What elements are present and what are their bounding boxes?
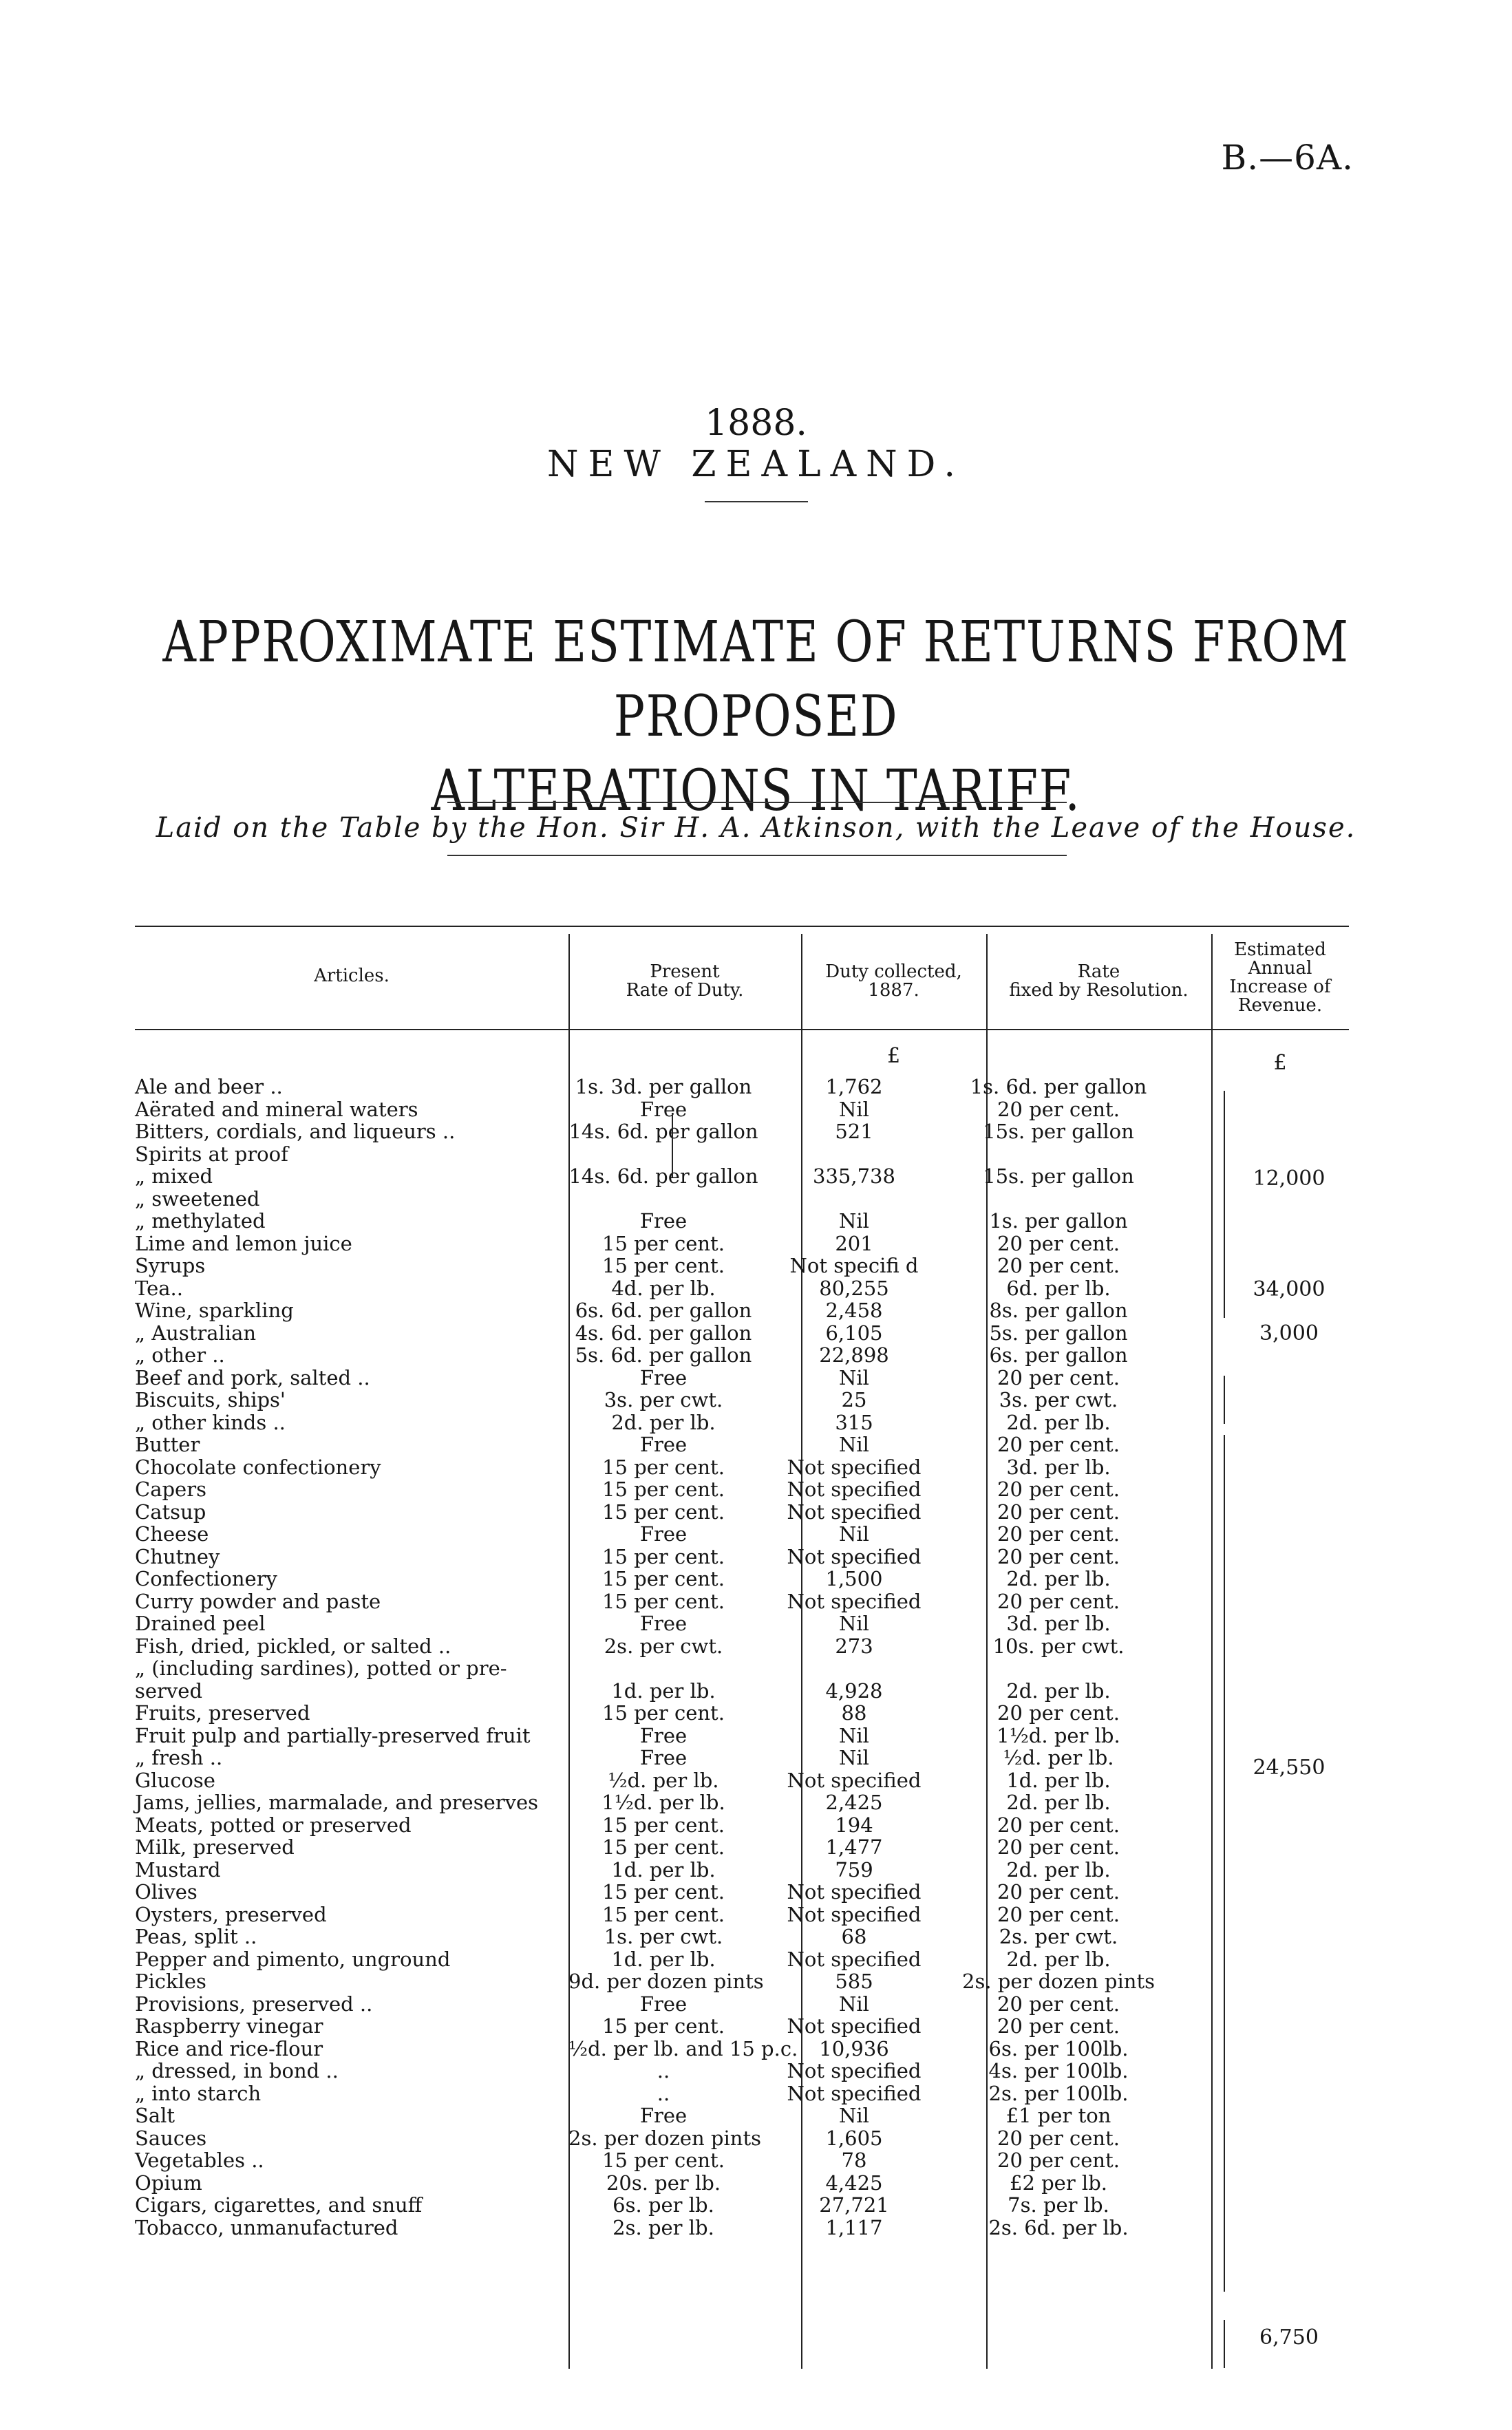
table-row [135,1814,1349,1836]
table-row [135,1210,1349,1232]
article-cell: Peas, split .. [135,1925,257,1948]
present-rate-cell: Free [639,1612,688,1635]
article-cell: Fruits, preserved [135,1701,310,1725]
present-rate-cell: 2s. per cwt. [604,1634,723,1658]
present-rate-cell: 1d. per lb. [611,1678,716,1703]
article-cell: Aërated and mineral waters [135,1097,418,1121]
article-cell: Capers [135,1478,206,1501]
article-cell: „ into starch [135,2081,262,2105]
present-rate-cell: 20s. per lb. [606,2171,721,2195]
rate-fixed-cell: 10s. per cwt. [992,1634,1125,1658]
present-rate-cell: 15 per cent. [602,1813,725,1837]
present-rate-cell: 15 per cent. [602,1880,725,1904]
article-cell: „ Australian [135,1321,257,1345]
duty-collected-cell: 201 [835,1231,873,1255]
table-row [135,1411,1349,1434]
present-rate-cell: Free [639,1097,688,1121]
present-rate-cell: .. [657,2059,670,2082]
present-rate-cell: 14s. 6d. per gallon [568,1120,758,1143]
article-cell: Biscuits, ships' [135,1388,286,1411]
duty-collected-cell: 68 [841,1925,867,1948]
article-cell: „ other kinds .. [135,1410,286,1434]
rate-fixed-cell: 3s. per cwt. [999,1388,1118,1411]
duty-collected-cell: Nil [839,2104,869,2127]
present-rate-cell: 2s. per lb. [613,2215,714,2239]
table-row [135,1143,1349,1165]
duty-collected-cell: 1,762 [825,1075,883,1098]
title-line-1: APPROXIMATE ESTIMATE OF RETURNS FROM PROPOSED [162,610,1350,749]
bracket-group-2 [1224,1376,1235,1424]
document-country: NEW ZEALAND. [546,444,966,485]
table-row [135,2217,1349,2239]
present-rate-cell: 15 per cent. [602,1231,725,1255]
table-row [135,2194,1349,2216]
article-cell: Cigars, cigarettes, and snuff [135,2193,423,2217]
duty-collected-cell: 88 [841,1701,867,1725]
article-cell: „ dressed, in bond .. [135,2059,339,2082]
estimate-value: 6,750 [1259,2325,1319,2349]
divider [447,802,1067,803]
present-rate-cell: 15 per cent. [602,1567,725,1590]
present-rate-cell: 15 per cent. [602,1500,725,1524]
article-cell: Salt [135,2104,175,2127]
estimate-row [135,1168,1349,1190]
duty-collected-cell: 759 [835,1857,873,1882]
duty-collected-cell: Nil [839,1746,869,1769]
present-rate-cell: Free [639,1522,688,1546]
rate-fixed-cell: 2d. per lb. [1006,1567,1111,1590]
duty-collected-cell: 78 [841,2149,867,2172]
table-row [135,1434,1349,1456]
present-rate-cell: Free [639,1746,688,1769]
table-row [135,1590,1349,1612]
present-rate-cell: 9d. per dozen pints [568,1970,764,1993]
table-row [135,1568,1349,1590]
article-cell: „ other .. [135,1343,225,1367]
article-cell: Curry powder and paste [135,1589,381,1613]
estimate-value: 34,000 [1253,1277,1325,1301]
article-cell: Syrups [135,1254,206,1277]
header-rate-fixed-line: fixed by Resolution. [1009,980,1189,1001]
table-row [135,1702,1349,1724]
present-rate-cell: 2d. per lb. [611,1410,716,1434]
divider [447,855,1067,856]
table-row [135,1233,1349,1255]
article-cell: Pickles [135,1970,206,1993]
duty-collected-cell: 22,898 [819,1343,889,1367]
article-cell: „ (including sardines), potted or pre- [135,1656,507,1680]
present-rate-cell: 15 per cent. [602,1701,725,1725]
table-row [135,2060,1349,2082]
table-header-rule [135,1029,1349,1030]
article-cell: Sauces [135,2126,207,2150]
table-row [135,1076,1349,1098]
duty-collected-cell: Not specified [787,1880,922,1904]
duty-collected-cell: 1,500 [825,1567,883,1590]
duty-collected-cell: Not specified [787,1902,922,1926]
present-rate-cell: Free [639,2104,688,2127]
duty-collected-cell: Not specified [787,1544,922,1568]
present-rate-cell: .. [657,2081,670,2105]
table-row [135,1635,1349,1657]
duty-collected-cell: 2,458 [825,1299,883,1322]
header-rate-fixed-line: Rate [1077,961,1120,982]
duty-collected-cell: 194 [835,1813,873,1837]
duty-collected-cell: 10,936 [819,2036,889,2060]
rate-fixed-cell: 20 per cent. [997,1433,1120,1456]
duty-collected-cell: Nil [839,1992,869,2016]
rate-fixed-cell: 4s. per 100lb. [988,2059,1129,2082]
table-top-rule [135,926,1349,927]
header-present-rate-line: Rate of Duty. [626,980,744,1001]
table-row [135,1859,1349,1881]
article-cell: Oysters, preserved [135,1902,327,1926]
table-row [135,1255,1349,1277]
table-row [135,1367,1349,1389]
duty-collected-cell: Not specifi d [789,1254,919,1277]
article-cell: „ fresh .. [135,1746,223,1769]
header-estimated-line: Revenue. [1237,995,1323,1016]
duty-collected-cell: 1,477 [825,1835,883,1859]
present-rate-cell: 2s. per dozen pints [568,2126,761,2150]
header-present-rate [568,963,801,1000]
table-row [135,1120,1349,1142]
article-cell: Milk, preserved [135,1835,295,1859]
present-rate-cell: 15 per cent. [602,2149,725,2172]
rate-fixed-cell: 5s. per gallon [989,1321,1128,1345]
rate-fixed-cell: 20 per cent. [997,1880,1120,1904]
present-rate-cell: 15 per cent. [602,1455,725,1479]
present-rate-cell: ½d. per lb. and 15 p.c. [568,2036,798,2060]
article-cell: „ mixed [135,1164,213,1188]
duty-collected-cell: 6,105 [825,1321,883,1345]
article-cell: Glucose [135,1768,215,1792]
table-row [135,2172,1349,2194]
article-cell: Wine, sparkling [135,1299,294,1322]
duty-collected-cell: Not specified [787,1947,922,1971]
rate-fixed-cell: 20 per cent. [997,1902,1120,1926]
table-row [135,1926,1349,1948]
rate-fixed-cell: 20 per cent. [997,1589,1120,1613]
article-cell: Lime and lemon juice [135,1231,352,1255]
rate-fixed-cell: ½d. per lb. [1003,1746,1114,1769]
duty-collected-cell: Nil [839,1612,869,1635]
duty-collected-cell: Not specified [787,1589,922,1613]
estimate-value: 3,000 [1259,1321,1319,1345]
table-row [135,1657,1349,1679]
table-row [135,1993,1349,2015]
article-cell: served [135,1678,203,1703]
title-line-2: ALTERATIONS IN TARIFF. [431,758,1081,824]
duty-collected-cell: Not specified [787,1500,922,1524]
rate-fixed-cell: 20 per cent. [997,2126,1120,2150]
estimate-value: 24,550 [1253,1756,1325,1780]
rate-fixed-cell: 15s. per gallon [983,1164,1134,1188]
rate-fixed-cell: 20 per cent. [997,1478,1120,1501]
article-cell: Beef and pork, salted .. [135,1365,370,1389]
rate-fixed-cell: 20 per cent. [997,1254,1120,1277]
article-cell: Spirits at proof [135,1142,288,1166]
table-row [135,1881,1349,1903]
present-rate-cell: 1s. per cwt. [604,1925,723,1948]
table-row [135,1725,1349,1747]
present-rate-cell: 1s. 3d. per gallon [575,1075,752,1098]
present-rate-cell: Free [639,1992,688,2016]
table-row [135,1791,1349,1813]
rate-fixed-cell: 2s. per 100lb. [988,2081,1129,2105]
rate-fixed-cell: 20 per cent. [997,2149,1120,2172]
table-row [135,1456,1349,1478]
rate-fixed-cell: 20 per cent. [997,1522,1120,1546]
table-row [135,2127,1349,2149]
rate-fixed-cell: 6s. per gallon [989,1343,1128,1367]
estimate-row [135,1757,1349,1779]
article-cell: Pepper and pimento, unground [135,1947,451,1971]
present-rate-cell: 14s. 6d. per gallon [568,1164,758,1188]
header-duty-collected-line: Duty collected, [825,961,962,982]
rate-fixed-cell: £2 per lb. [1010,2171,1107,2195]
duty-collected-cell: Nil [839,1522,869,1546]
duty-collected-cell: 521 [835,1120,873,1143]
header-estimated-increase [1211,941,1349,1015]
duty-collected-cell: Nil [839,1723,869,1747]
table-row [135,1970,1349,1992]
rate-fixed-cell: 3d. per lb. [1006,1612,1111,1635]
rate-fixed-cell: 2d. per lb. [1006,1791,1111,1814]
article-cell: Tobacco, unmanufactured [135,2215,398,2239]
duty-collected-cell: 273 [835,1634,873,1658]
present-rate-cell: 15 per cent. [602,1478,725,1501]
table-row [135,2015,1349,2037]
present-rate-cell: 15 per cent. [602,1835,725,1859]
article-cell: Opium [135,2171,202,2195]
present-rate-cell: 15 per cent. [602,1544,725,1568]
table-row [135,1948,1349,1970]
article-cell: Chutney [135,1544,220,1568]
present-rate-cell: 3s. per cwt. [604,1388,723,1411]
duty-collected-cell: 315 [835,1410,873,1434]
article-cell: Butter [135,1433,200,1456]
rate-fixed-cell: 6s. per 100lb. [988,2036,1129,2060]
table-row [135,2082,1349,2104]
article-cell: „ methylated [135,1209,266,1233]
present-rate-cell: 15 per cent. [602,1254,725,1277]
rate-fixed-cell: 2d. per lb. [1006,1410,1111,1434]
duty-collected-cell: 4,928 [825,1678,883,1703]
duty-collected-cell: Not specified [787,2081,922,2105]
divider [705,501,808,502]
table-row [135,1523,1349,1545]
rate-fixed-cell: 2d. per lb. [1006,1678,1111,1703]
header-present-rate-line: Present [650,961,720,982]
article-cell: Confectionery [135,1567,277,1590]
table-row [135,2149,1349,2171]
duty-unit: £ [886,1044,901,1068]
rate-fixed-cell: 20 per cent. [997,1500,1120,1524]
rate-fixed-cell: 6d. per lb. [1006,1276,1111,1300]
article-cell: Rice and rice-flour [135,2036,323,2060]
present-rate-cell: Free [639,1723,688,1747]
article-cell: Bitters, cordials, and liqueurs .. [135,1120,456,1143]
laid-on-table-note: Laid on the Table by the Hon. Sir H. A. Atkinson, with the Leave of the House. [156,812,1356,844]
duty-collected-cell: Nil [839,1433,869,1456]
rate-fixed-cell: 1s. 6d. per gallon [970,1075,1147,1098]
rate-fixed-cell: 20 per cent. [997,1992,1120,2016]
rate-fixed-cell: 2d. per lb. [1006,1857,1111,1882]
article-cell: Catsup [135,1500,206,1524]
present-rate-cell: 15 per cent. [602,1902,725,1926]
header-duty-collected-line: 1887. [868,980,919,1001]
table-row [135,1188,1349,1210]
rate-fixed-cell: 2s. 6d. per lb. [988,2215,1129,2239]
rate-fixed-cell: 1½d. per lb. [997,1723,1120,1747]
article-cell: Fruit pulp and partially-preserved fruit [135,1723,531,1747]
rate-fixed-cell: 8s. per gallon [989,1299,1128,1322]
duty-collected-cell: 25 [841,1388,867,1411]
present-rate-cell: 6s. per lb. [613,2193,714,2217]
article-cell: Chocolate confectionery [135,1455,381,1479]
present-rate-cell: 15 per cent. [602,1589,725,1613]
rate-fixed-cell: 2d. per lb. [1006,1947,1111,1971]
duty-collected-cell: 80,255 [819,1276,889,1300]
table-row [135,1680,1349,1702]
article-cell: Meats, potted or preserved [135,1813,412,1837]
document-year: 1888. [705,403,807,444]
article-cell: Fish, dried, pickled, or salted .. [135,1634,451,1658]
duty-collected-cell: Not specified [787,1478,922,1501]
duty-collected-cell: 1,117 [825,2215,883,2239]
present-rate-cell: 1½d. per lb. [601,1791,725,1814]
rate-fixed-cell: 1s. per gallon [989,1209,1128,1233]
duty-collected-cell: Nil [839,1097,869,1121]
present-rate-cell: 5s. 6d. per gallon [575,1343,752,1367]
duty-collected-cell: 1,605 [825,2126,883,2150]
present-rate-cell: 15 per cent. [602,2014,725,2038]
header-rate-fixed [986,963,1211,1000]
present-rate-cell: Free [639,1365,688,1389]
article-cell: Raspberry vinegar [135,2014,323,2038]
header-estimated-line: Increase of [1229,977,1331,997]
duty-collected-cell: 2,425 [825,1791,883,1814]
table-row [135,1612,1349,1634]
present-rate-cell: 1d. per lb. [611,1857,716,1882]
rate-fixed-cell: 20 per cent. [997,1813,1120,1837]
article-cell: Mustard [135,1857,221,1882]
table-row [135,1501,1349,1523]
document-reference: B.—6A. [1221,138,1354,178]
table-row [135,1836,1349,1858]
estimate-value: 12,000 [1253,1166,1325,1191]
table-row [135,1344,1349,1366]
header-estimated-line: Annual [1248,958,1312,979]
table-row [135,1478,1349,1500]
header-articles: Articles. [314,966,390,986]
rate-fixed-cell: 1d. per lb. [1006,1768,1111,1792]
article-cell: Jams, jellies, marmalade, and preserves [135,1791,539,1814]
estimate-row [135,1276,1349,1301]
rate-fixed-cell: 20 per cent. [997,1231,1120,1255]
rate-fixed-cell: 2s. per cwt. [999,1925,1118,1948]
header-estimated-line: Estimated [1234,939,1326,960]
rate-fixed-cell: 20 per cent. [997,2014,1120,2038]
duty-collected-cell: 335,738 [813,1164,895,1188]
table-row [135,1098,1349,1120]
article-cell: Provisions, preserved .. [135,1992,373,2016]
article-cell: Ale and beer .. [135,1075,283,1098]
rate-fixed-cell: 15s. per gallon [983,1120,1134,1143]
rate-fixed-cell: 3d. per lb. [1006,1455,1111,1479]
article-cell: „ sweetened [135,1186,260,1211]
present-rate-cell: 6s. 6d. per gallon [575,1299,752,1322]
present-rate-cell: Free [639,1209,688,1233]
article-cell: Cheese [135,1522,209,1546]
article-cell: Drained peel [135,1612,266,1635]
duty-collected-cell: Nil [839,1365,869,1389]
rate-fixed-cell: 2s. per dozen pints [962,1970,1155,1993]
rate-fixed-cell: 20 per cent. [997,1835,1120,1859]
article-cell: Tea.. [135,1276,183,1300]
estimate-row [135,1323,1349,1345]
duty-collected-cell: 585 [835,1970,873,1993]
table-row [135,2104,1349,2127]
present-rate-cell: ½d. per lb. [608,1768,719,1792]
duty-collected-cell: Not specified [787,2059,922,2082]
duty-collected-cell: 4,425 [825,2171,883,2195]
present-rate-cell: Free [639,1433,688,1456]
duty-collected-cell: 27,721 [819,2193,889,2217]
rate-fixed-cell: £1 per ton [1005,2104,1111,2127]
rate-fixed-cell: 20 per cent. [997,1365,1120,1389]
rate-fixed-cell: 7s. per lb. [1008,2193,1109,2217]
table-row [135,1299,1349,1321]
header-duty-collected [801,963,986,1000]
table-row [135,1389,1349,1411]
present-rate-cell: 4d. per lb. [611,1276,716,1300]
duty-collected-cell: Nil [839,1209,869,1233]
estimate-row [135,2327,1349,2349]
table-row [135,1904,1349,1926]
table-row [135,2038,1349,2060]
duty-collected-cell: Not specified [787,2014,922,2038]
duty-collected-cell: Not specified [787,1768,922,1792]
present-rate-cell: 4s. 6d. per gallon [575,1321,752,1345]
estimate-unit: £ [1273,1051,1287,1075]
rate-fixed-cell: 20 per cent. [997,1544,1120,1568]
present-rate-cell: 1d. per lb. [611,1947,716,1971]
document-title [136,606,1376,829]
bracket-group-3 [1224,1435,1235,2292]
rate-fixed-cell: 20 per cent. [997,1097,1120,1121]
duty-collected-cell: Not specified [787,1455,922,1479]
table-row [135,1546,1349,1568]
rate-fixed-cell: 20 per cent. [997,1701,1120,1725]
article-cell: Olives [135,1880,198,1904]
article-cell: Vegetables .. [135,2149,264,2172]
